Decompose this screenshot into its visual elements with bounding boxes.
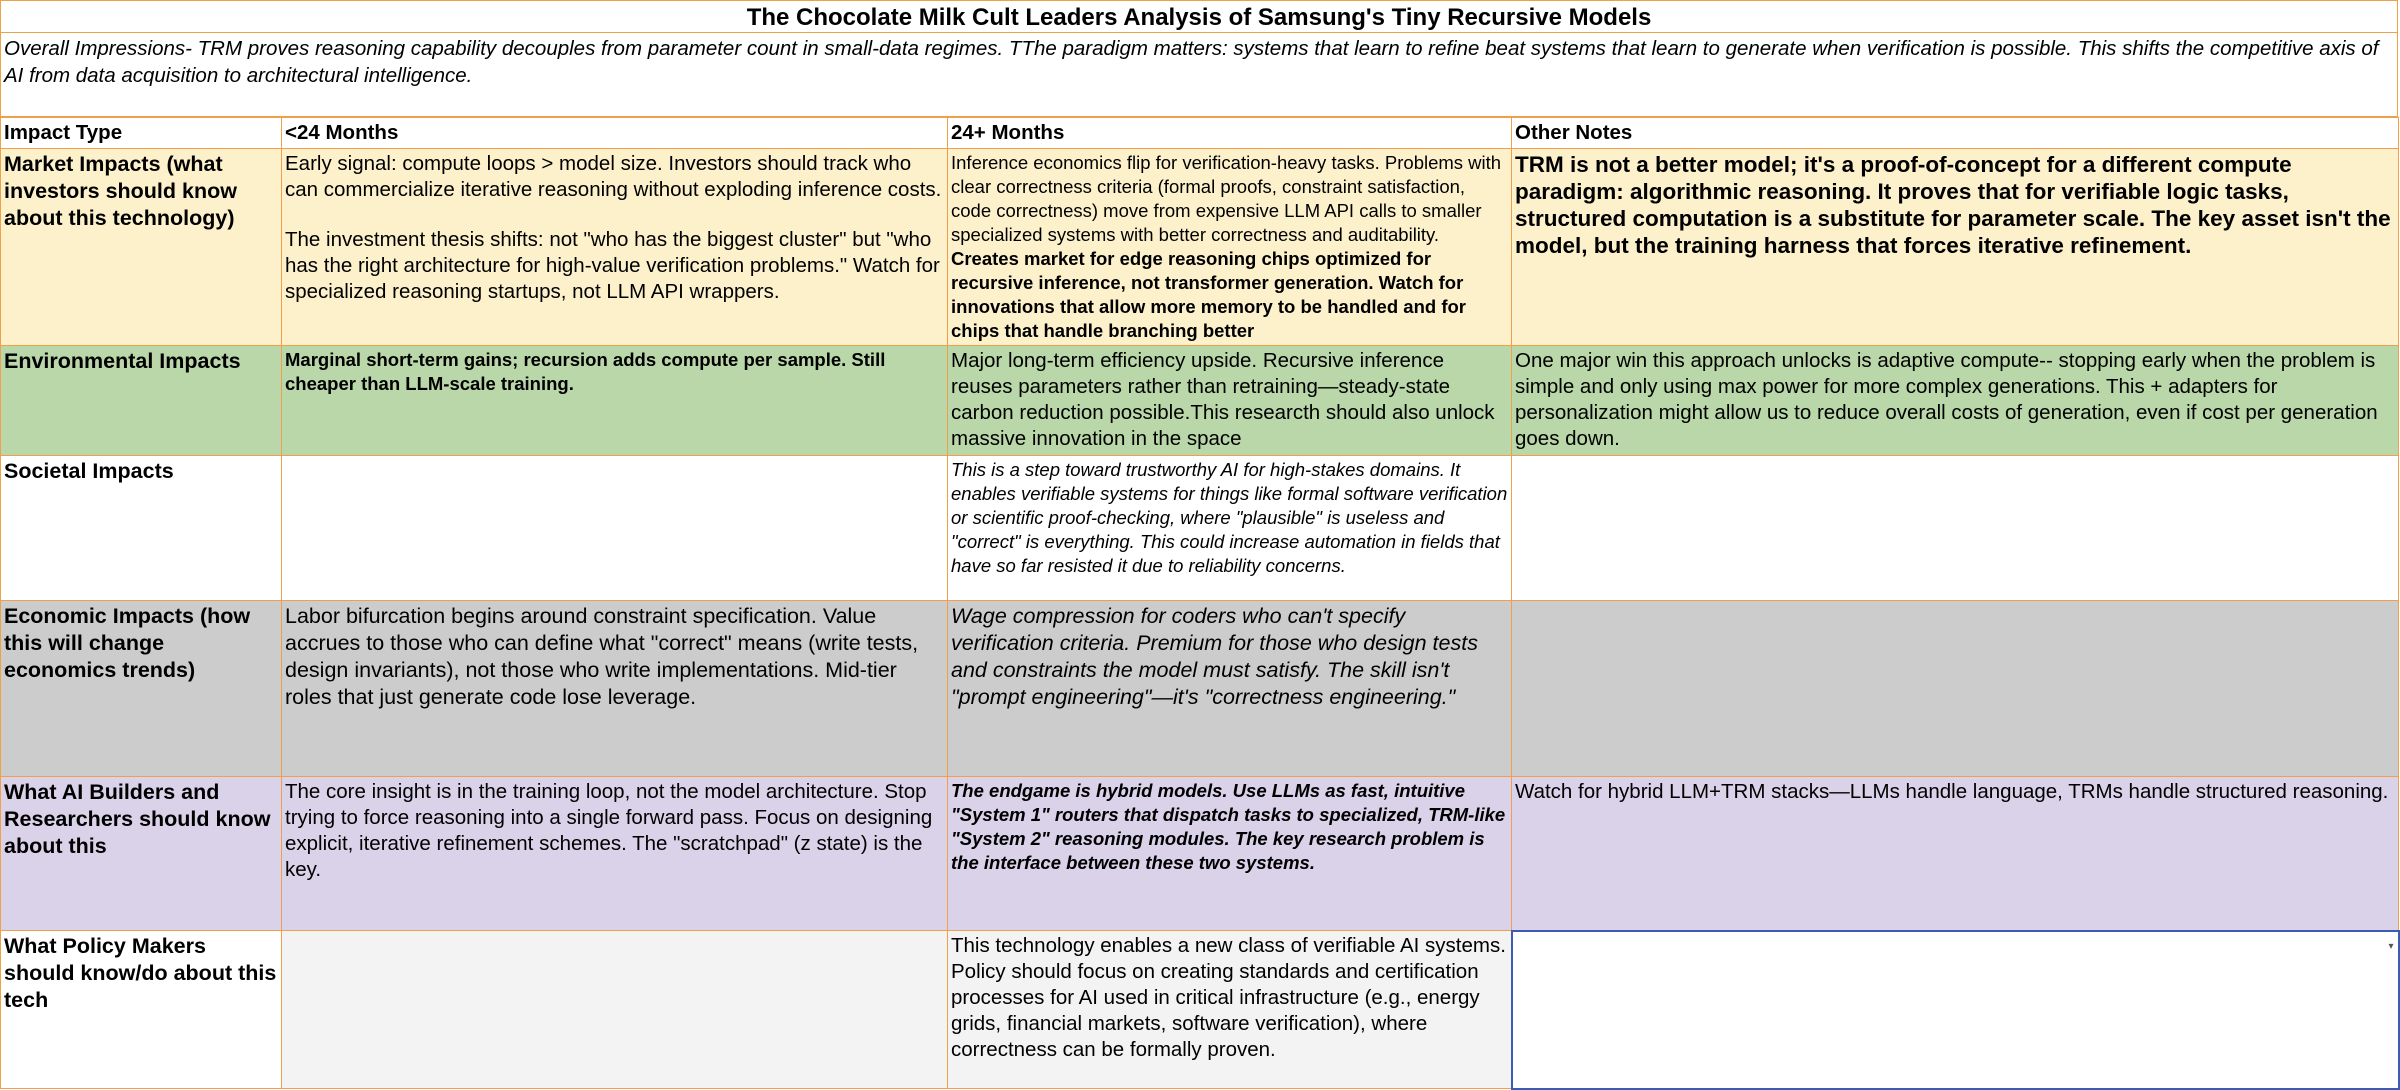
environment-notes[interactable]: One major win this approach unlocks is adaptive compute-- stopping early when the problem is simple and only using max power for more complex generations. This + adapters for personalization might allow us to reduce overall costs of generation, even if cost per generation goes down. bbox=[1512, 346, 2399, 456]
societal-long[interactable]: This is a step toward trustworthy AI for high-stakes domains. It enables verifiable systems for things like formal software verification or scientific proof-checking, where "plausible" is useless and "correct" is everything. This could increase automation in fields that have so far resisted it due to reliability concerns. bbox=[948, 456, 1512, 601]
market-long-normal: Inference economics flip for verification-heavy tasks. Problems with clear correctness criteria (formal proofs, constraint satisfaction, code correctness) move from expensive LLM API calls to smaller specialized systems with better correctness and auditability. bbox=[951, 152, 1502, 245]
economic-long[interactable]: Wage compression for coders who can't specify verification criteria. Premium for those who design tests and constraints the model must satisfy. The skill isn't "prompt engineering"—it's "correctness engineering." bbox=[948, 601, 1512, 777]
builders-notes[interactable]: Watch for hybrid LLM+TRM stacks—LLMs handle language, TRMs handle structured reasoning. bbox=[1512, 777, 2399, 931]
societal-label[interactable]: Societal Impacts bbox=[1, 456, 282, 601]
paragraph-gap bbox=[285, 203, 944, 227]
policy-notes-selected-cell[interactable] bbox=[1512, 931, 2399, 1089]
header-long-term[interactable]: 24+ Months bbox=[948, 118, 1512, 149]
market-long-bold: Creates market for edge reasoning chips optimized for recursive inference, not transformer generation. Watch for innovations that allow more memory to be handled and for chips that handle branching better bbox=[951, 248, 1466, 341]
policy-short[interactable] bbox=[282, 931, 948, 1089]
header-other-notes[interactable]: Other Notes bbox=[1512, 118, 2399, 149]
row-market bbox=[1, 149, 2399, 346]
economic-notes[interactable] bbox=[1512, 601, 2399, 777]
economic-short[interactable]: Labor bifurcation begins around constraint specification. Value accrues to those who can define what "correct" means (write tests, design invariants), not those who write implementations. Mid-tier roles that just generate code lose leverage. bbox=[282, 601, 948, 777]
market-label[interactable]: Market Impacts (what investors should know about this technology) bbox=[1, 149, 282, 346]
market-short[interactable] bbox=[282, 149, 948, 346]
environment-label[interactable]: Environmental Impacts bbox=[1, 346, 282, 456]
policy-label[interactable]: What Policy Makers should know/do about this tech bbox=[1, 931, 282, 1089]
market-short-p2: The investment thesis shifts: not "who has the biggest cluster" but "who has the right architecture for high-value verification problems." Watch for specialized reasoning startups, not LLM API wrappers. bbox=[285, 228, 940, 303]
header-row bbox=[1, 118, 2399, 149]
market-notes[interactable]: TRM is not a better model; it's a proof-of-concept for a different compute paradigm: algorithmic reasoning. It proves that for verifiable logic tasks, structured computation is a substitute for parameter scale. The key asset isn't the model, but the training harness that forces iterative refinement. bbox=[1512, 149, 2399, 346]
builders-label[interactable]: What AI Builders and Researchers should know about this bbox=[1, 777, 282, 931]
header-impact-type[interactable]: Impact Type bbox=[1, 118, 282, 149]
row-economic bbox=[1, 601, 2399, 777]
environment-short[interactable]: Marginal short-term gains; recursion adds compute per sample. Still cheaper than LLM-scale training. bbox=[282, 346, 948, 456]
societal-short[interactable] bbox=[282, 456, 948, 601]
row-policy bbox=[1, 931, 2399, 1089]
builders-short[interactable]: The core insight is in the training loop, not the model architecture. Stop trying to force reasoning into a single forward pass. Focus on designing explicit, iterative refinement schemes. The "scratchpad" (z state) is the key. bbox=[282, 777, 948, 931]
builders-long[interactable]: The endgame is hybrid models. Use LLMs as fast, intuitive "System 1" routers that dispatch tasks to specialized, TRM-like "System 2" reasoning modules. The key research problem is the interface between these two systems. bbox=[948, 777, 1512, 931]
economic-label[interactable]: Economic Impacts (how this will change economics trends) bbox=[1, 601, 282, 777]
header-short-term[interactable]: <24 Months bbox=[282, 118, 948, 149]
market-short-p1: Early signal: compute loops > model size. Investors should track who can commercialize iterative reasoning without exploding inference costs. bbox=[285, 152, 942, 201]
sheet-title[interactable]: The Chocolate Milk Cult Leaders Analysis of Samsung's Tiny Recursive Models bbox=[0, 0, 2398, 33]
market-long[interactable] bbox=[948, 149, 1512, 346]
row-environment bbox=[1, 346, 2399, 456]
societal-notes[interactable] bbox=[1512, 456, 2399, 601]
policy-long[interactable]: This technology enables a new class of verifiable AI systems. Policy should focus on creating standards and certification processes for AI used in critical infrastructure (e.g., energy grids, financial markets, software verification), where correctness can be formally proven. bbox=[948, 931, 1512, 1089]
environment-long[interactable]: Major long-term efficiency upside. Recursive inference reuses parameters rather than retraining—steady-state carbon reduction possible.This researcth should also unlock massive innovation in the space bbox=[948, 346, 1512, 456]
row-societal bbox=[1, 456, 2399, 601]
impact-table bbox=[0, 117, 2400, 1090]
dropdown-arrow-icon[interactable]: ▾ bbox=[2388, 940, 2394, 952]
overall-impressions-cell[interactable]: Overall Impressions- TRM proves reasoning capability decouples from parameter count in small-data regimes. TThe paradigm matters: systems that learn to refine beat systems that learn to generate when verification is possible. This shifts the competitive axis of AI from data acquisition to architectural intelligence. bbox=[0, 33, 2398, 117]
row-builders bbox=[1, 777, 2399, 931]
